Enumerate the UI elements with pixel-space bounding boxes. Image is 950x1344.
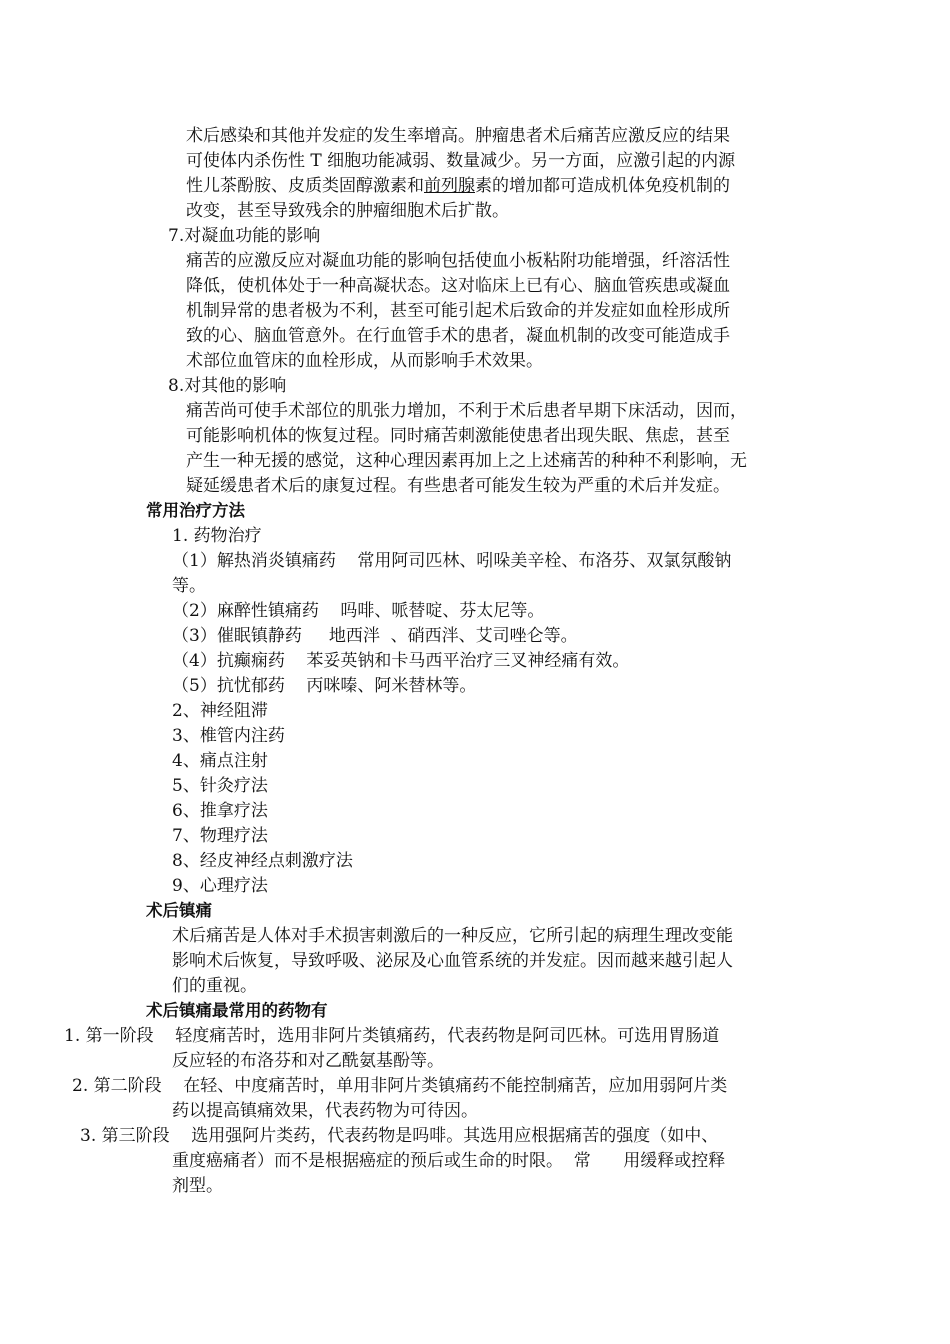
list-item: （1）解热消炎镇痛药 常用阿司匹林、吲哚美辛栓、布洛芬、双氯氛酸钠	[172, 551, 732, 571]
list-item-continuation: 等。	[172, 576, 206, 596]
paragraph-line: 疑延缓患者术后的康复过程。有些患者可能发生较为严重的术后并发症。	[186, 476, 730, 496]
paragraph-line: 可使体内杀伤性 T 细胞功能减弱、数量减少。另一方面，应激引起的内源	[186, 151, 736, 171]
list-item: （2）麻醉性镇痛药 吗啡、哌替啶、芬太尼等。	[172, 601, 545, 621]
stage-continuation: 剂型。	[172, 1176, 223, 1196]
stage-continuation: 药以提高镇痛效果，代表药物为可待因。	[172, 1101, 478, 1121]
stage-continuation: 重度癌痛者）而不是根据癌症的预后或生命的时限。 常 用缓释或控释	[172, 1151, 726, 1171]
section-heading: 7.对凝血功能的影响	[168, 226, 321, 246]
list-item: 6、推拿疗法	[172, 801, 268, 821]
paragraph-line: 可能影响机体的恢复过程。同时痛苦刺激能使患者出现失眠、焦虑，甚至	[186, 426, 730, 446]
paragraph-line: 产生一种无援的感觉，这种心理因素再加上之上述痛苦的种种不利影响，无	[186, 451, 747, 471]
bold-heading: 常用治疗方法	[146, 501, 245, 520]
paragraph-line	[186, 174, 730, 198]
paragraph-line: 术部位血管床的血栓形成，从而影响手术效果。	[186, 351, 543, 371]
paragraph-line: 改变，甚至导致残余的肿瘤细胞术后扩散。	[186, 201, 509, 221]
paragraph-line: 们的重视。	[172, 976, 257, 996]
paragraph-line: 致的心、脑血管意外。在行血管手术的患者，凝血机制的改变可能造成手	[186, 326, 730, 346]
paragraph-line: 术后感染和其他并发症的发生率增高。肿瘤患者术后痛苦应激反应的结果	[186, 126, 730, 146]
stage-continuation: 反应轻的布洛芬和对乙酰氨基酚等。	[172, 1051, 444, 1071]
text-span: 性儿茶酚胺、皮质类固醇激素和	[186, 176, 424, 196]
stage-line: 3. 第三阶段 选用强阿片类药，代表药物是吗啡。其选用应根据痛苦的强度（如中、	[80, 1126, 719, 1146]
bold-heading: 术后镇痛	[146, 901, 212, 920]
section-heading: 8.对其他的影响	[168, 376, 287, 396]
bold-heading: 术后镇痛最常用的药物有	[146, 1001, 328, 1020]
list-item: 4、痛点注射	[172, 751, 268, 771]
list-item: 9、心理疗法	[172, 876, 268, 896]
list-item: 7、物理疗法	[172, 826, 268, 846]
paragraph-line: 痛苦的应激反应对凝血功能的影响包括使血小板粘附功能增强，纤溶活性	[186, 251, 730, 271]
list-item: （4）抗癫痫药 苯妥英钠和卡马西平治疗三叉神经痛有效。	[172, 651, 630, 671]
list-item: 3、椎管内注药	[172, 726, 285, 746]
paragraph-line: 痛苦尚可使手术部位的肌张力增加，不利于术后患者早期下床活动，因而，	[186, 401, 747, 421]
list-item: 2、神经阻滞	[172, 701, 268, 721]
stage-line: 2. 第二阶段 在轻、中度痛苦时，单用非阿片类镇痛药不能控制痛苦，应加用弱阿片类	[72, 1076, 728, 1096]
paragraph-line: 机制异常的患者极为不利，甚至可能引起术后致命的并发症如血栓形成所	[186, 301, 730, 321]
paragraph-line: 术后痛苦是人体对手术损害刺激后的一种反应，它所引起的病理生理改变能	[172, 926, 733, 946]
paragraph-line: 影响术后恢复，导致呼吸、泌尿及心血管系统的并发症。因而越来越引起人	[172, 951, 733, 971]
hyperlink-prostate[interactable]: 前列腺	[424, 176, 475, 196]
text-span: 素的增加都可造成机体免疫机制的	[475, 176, 730, 196]
list-item: 8、经皮神经点刺激疗法	[172, 851, 353, 871]
list-item: （5）抗忧郁药 丙咪嗪、阿米替林等。	[172, 676, 477, 696]
list-item: （3）催眠镇静药 地西泮 、硝西泮、艾司唑仑等。	[172, 626, 578, 646]
list-item: 5、针灸疗法	[172, 776, 268, 796]
paragraph-line: 降低，使机体处于一种高凝状态。这对临床上已有心、脑血管疾患或凝血	[186, 276, 730, 296]
list-item: 1. 药物治疗	[172, 526, 262, 546]
stage-line: 1. 第一阶段 轻度痛苦时，选用非阿片类镇痛药，代表药物是阿司匹林。可选用胃肠道	[64, 1026, 720, 1046]
